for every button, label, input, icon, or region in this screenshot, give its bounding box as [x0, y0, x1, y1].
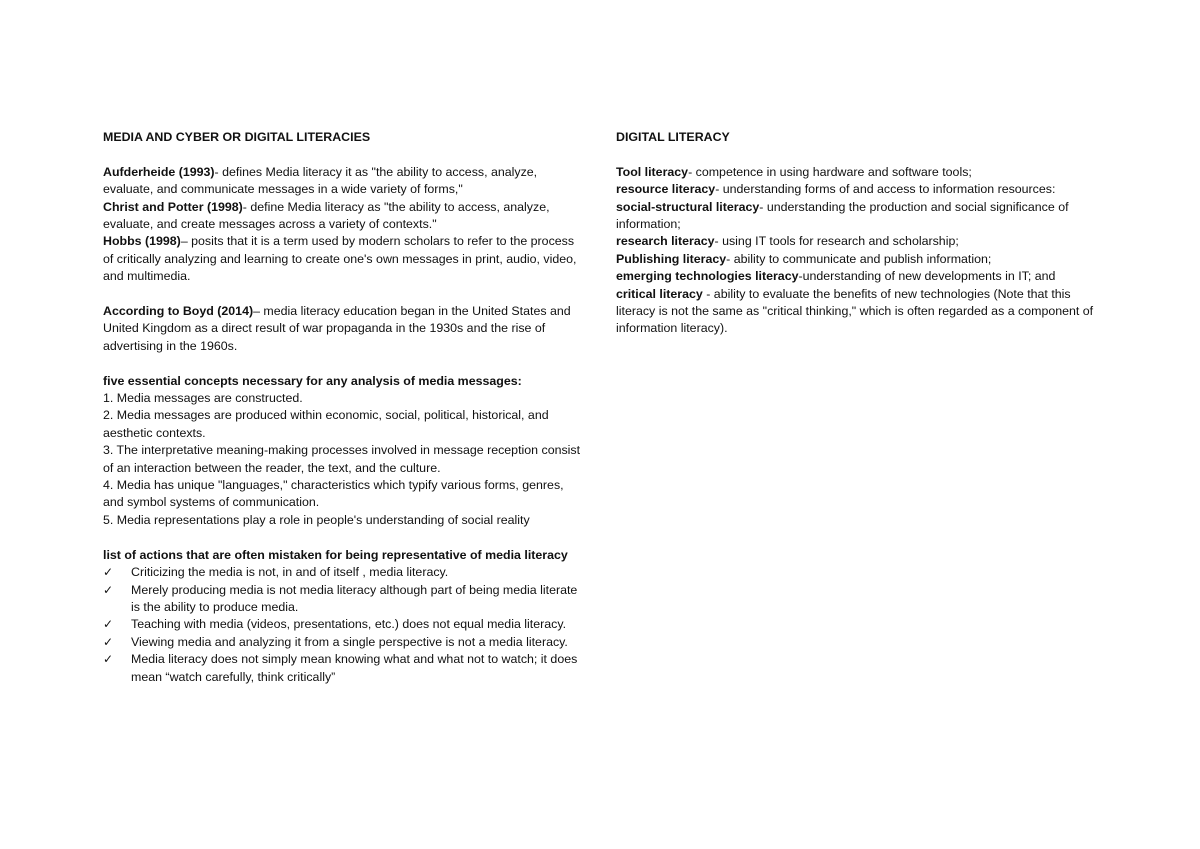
definition-term: Christ and Potter (1998) [103, 199, 243, 214]
literacy-item-resource [616, 181, 1106, 198]
section-title-media-literacies: MEDIA AND CYBER OR DIGITAL LITERACIES [103, 130, 371, 144]
mistake-item [103, 634, 587, 651]
literacy-item-publishing [616, 251, 1106, 268]
concept-item: 5. Media representations play a role in people's understanding of social reality [103, 512, 530, 527]
definition-aufderheide [103, 164, 587, 199]
mistakes-list [103, 564, 587, 686]
mistake-text: Criticizing the media is not, in and of itself , media literacy. [131, 565, 449, 580]
literacy-text: - ability to communicate and publish information; [726, 251, 992, 266]
literacy-item-emerging [616, 268, 1106, 285]
checkmark-icon: ✓ [103, 652, 114, 667]
boyd-paragraph [103, 303, 587, 355]
concept-item: 4. Media has unique "languages," characteristics which typify various forms, genres, and symbol systems of communication. [103, 478, 564, 510]
literacy-term: Tool literacy [616, 164, 689, 179]
definition-text: - define Media literacy as "the ability to access, analyze, evaluate, and create messages across a variety of contexts." [103, 199, 550, 232]
literacy-item-social-structural [616, 199, 1106, 234]
boyd-term: According to Boyd (2014) [103, 304, 254, 319]
literacy-item-tool [616, 164, 1106, 181]
concept-item: 1. Media messages are constructed. [103, 391, 303, 406]
definition-hobbs [103, 233, 587, 285]
mistake-item [103, 582, 587, 617]
literacy-item-critical [616, 286, 1106, 338]
literacy-text: - competence in using hardware and software tools; [688, 164, 972, 179]
literacy-term: emerging technologies literacy [616, 269, 799, 284]
mistake-item [103, 564, 587, 581]
literacy-term: research literacy [616, 234, 715, 249]
literacy-term: resource literacy [616, 182, 716, 197]
definition-term: Aufderheide (1993) [103, 164, 215, 179]
literacy-text: -understanding of new developments in IT; and [798, 269, 1056, 284]
boyd-text: – media literacy education began in the United States and United Kingdom as a direct result of war propaganda in the 1930s and the rise of advertising in the 1960s. [103, 304, 571, 353]
literacy-text: - understanding forms of and access to information resources: [715, 182, 1056, 197]
mistake-text: Media literacy does not simply mean knowing what and what not to watch; it does mean “watch carefully, think critically” [131, 652, 578, 684]
literacy-text: - using IT tools for research and scholarship; [714, 234, 959, 249]
definition-text: – posits that it is a term used by modern scholars to refer to the process of critically analyzing and learning to create one's own messages in print, audio, video, and multimedia. [103, 234, 577, 284]
left-column [103, 129, 587, 686]
checkmark-icon: ✓ [103, 617, 114, 632]
literacy-text: - understanding the production and social significance of information; [616, 199, 1069, 232]
right-column [616, 129, 1106, 338]
definition-text: - defines Media literacy it as "the ability to access, analyze, evaluate, and communicate messages in a wide variety of forms," [103, 164, 538, 197]
checkmark-icon: ✓ [103, 582, 114, 597]
checkmark-icon: ✓ [103, 565, 114, 580]
mistake-item [103, 651, 587, 686]
concept-item: 2. Media messages are produced within economic, social, political, historical, and aesthetic contexts. [103, 408, 549, 440]
definition-term: Hobbs (1998) [103, 234, 181, 249]
definition-christ-potter [103, 199, 587, 234]
concepts-heading: five essential concepts necessary for any analysis of media messages: [103, 373, 522, 388]
literacy-term: social-structural literacy [616, 199, 760, 214]
mistake-item [103, 616, 587, 633]
concept-item: 3. The interpretative meaning-making processes involved in message reception consist of an interaction between the reader, the text, and the culture. [103, 443, 581, 475]
mistakes-heading: list of actions that are often mistaken for being representative of media literacy [103, 547, 568, 562]
section-title-digital-literacy: DIGITAL LITERACY [616, 130, 730, 144]
literacy-term: Publishing literacy [616, 251, 727, 266]
checkmark-icon: ✓ [103, 634, 114, 649]
mistake-text: Merely producing media is not media literacy although part of being media literate is the ability to produce media. [131, 582, 578, 614]
literacy-text: - ability to evaluate the benefits of new technologies (Note that this literacy is not the same as "critical thinking," which is often regarded as a component of information literacy). [616, 286, 1094, 336]
mistake-text: Teaching with media (videos, presentations, etc.) does not equal media literacy. [131, 617, 567, 632]
literacy-item-research [616, 233, 1106, 250]
mistake-text: Viewing media and analyzing it from a single perspective is not a media literacy. [131, 634, 568, 649]
literacy-term: critical literacy [616, 286, 703, 301]
